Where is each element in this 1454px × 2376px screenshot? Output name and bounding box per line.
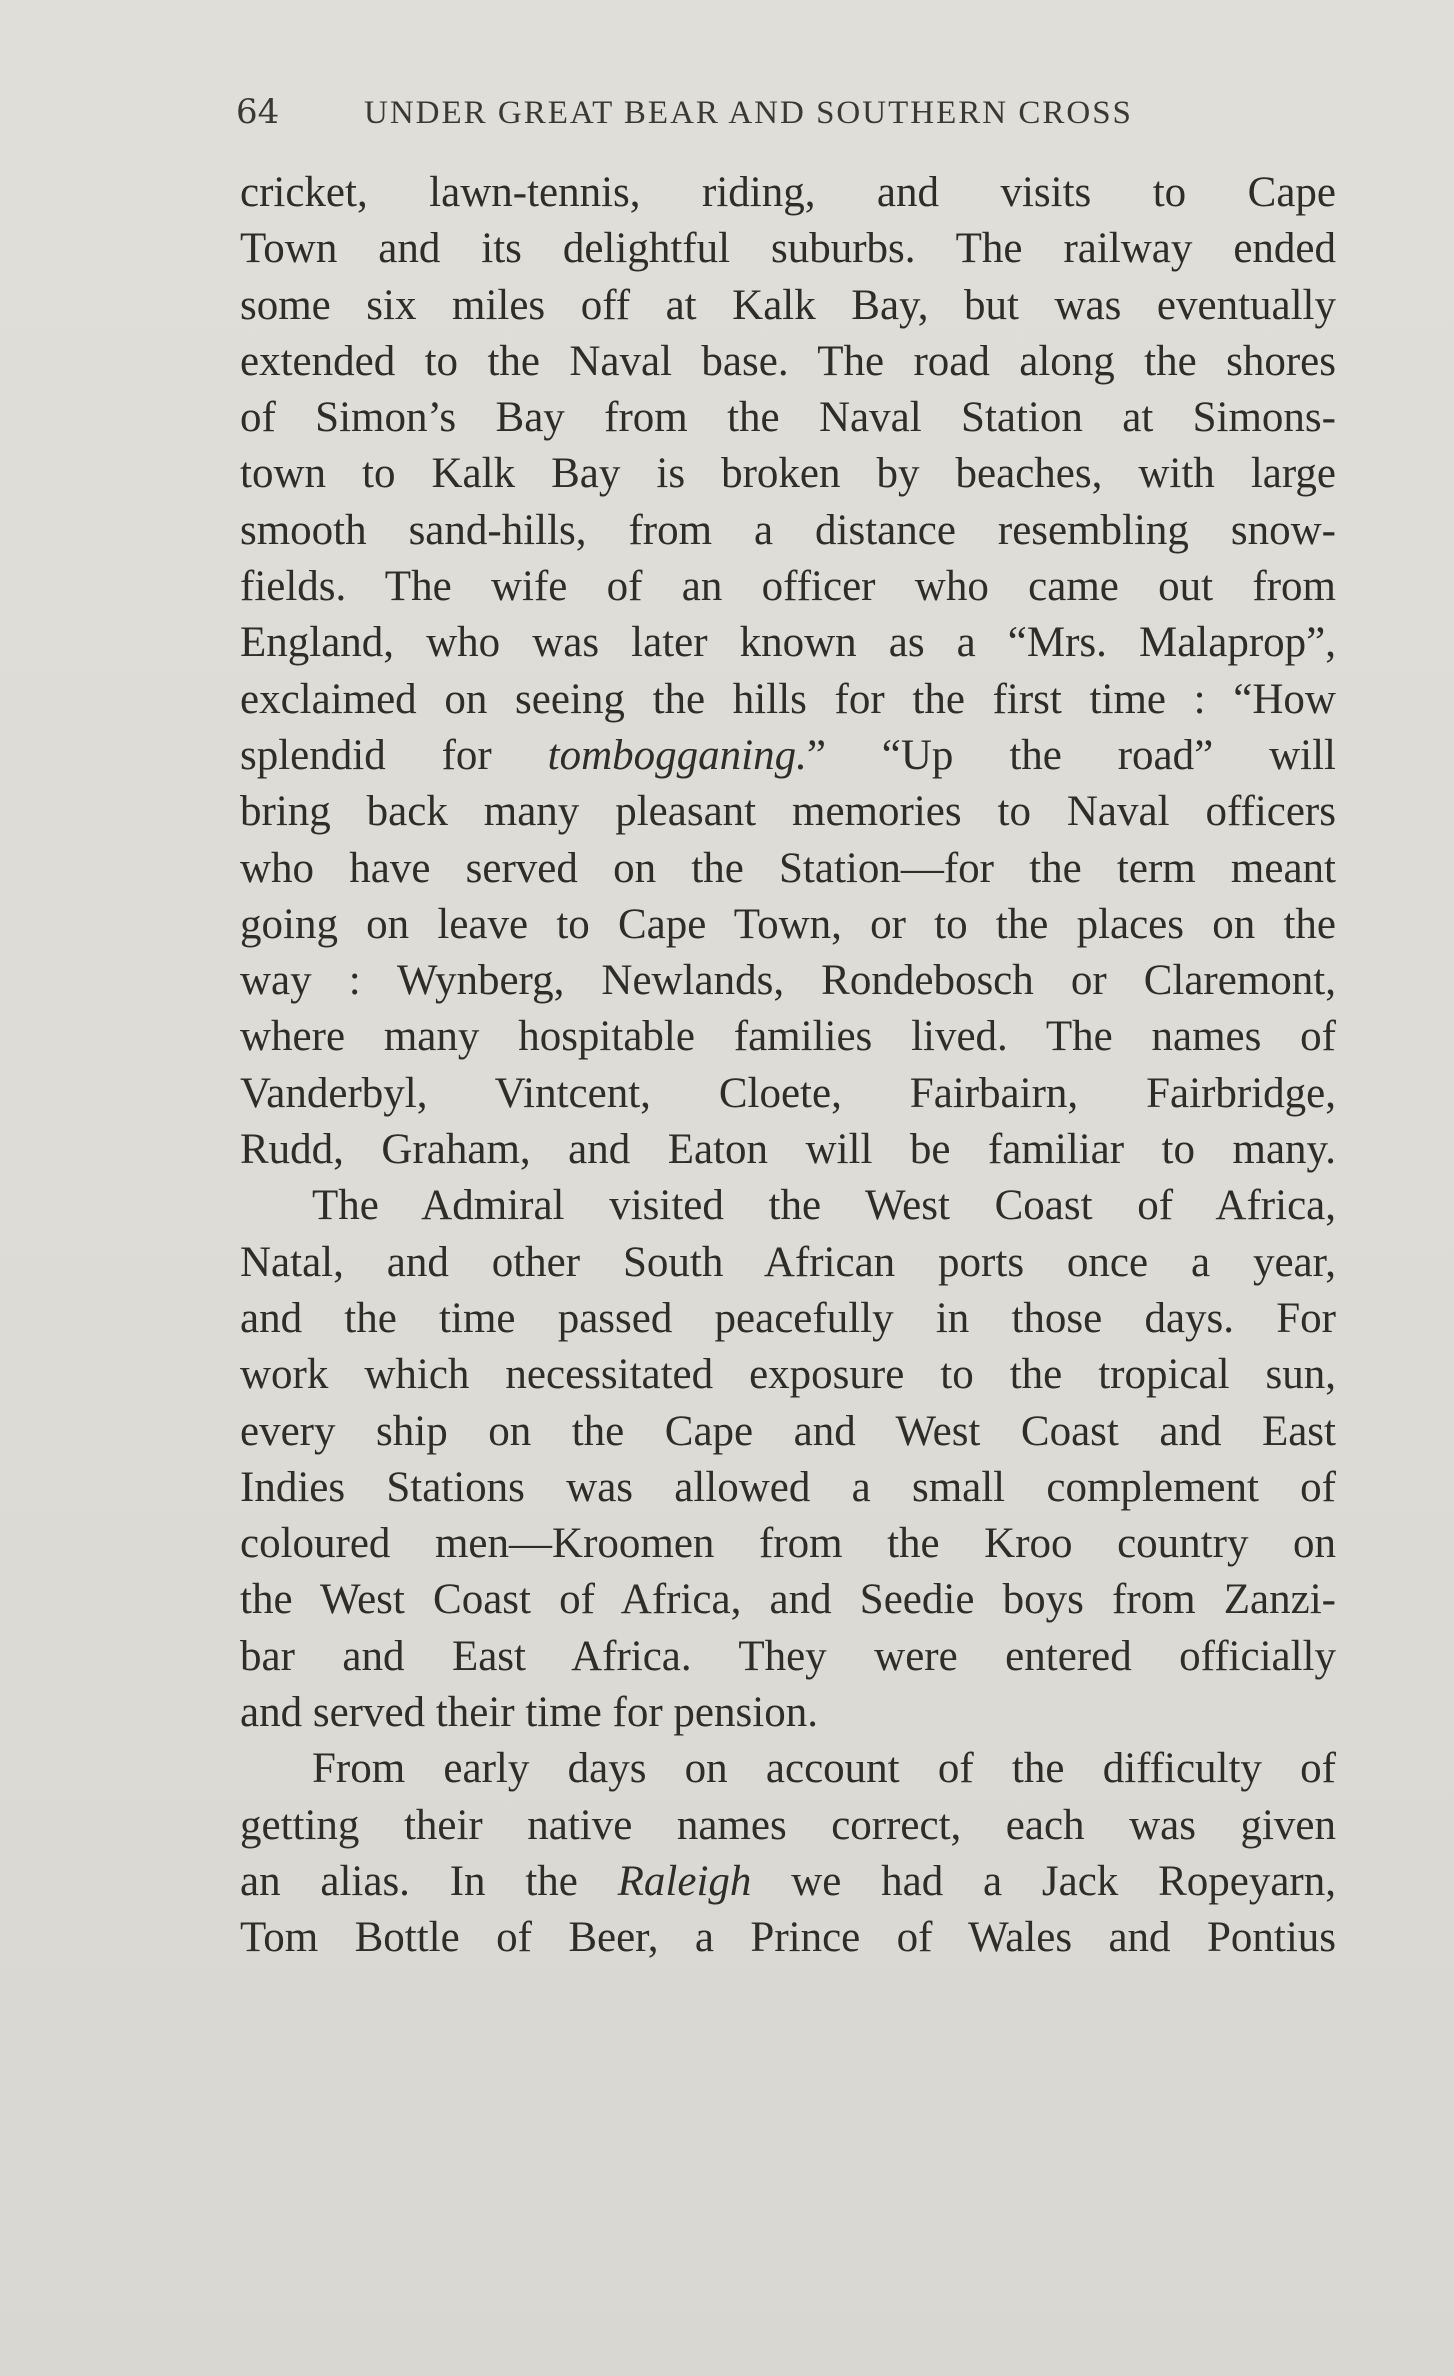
text-line: cricket, lawn-tennis, riding, and visits to Cape — [240, 169, 1336, 216]
italic-ship-name: Raleigh — [617, 1857, 752, 1905]
text-line: town to Kalk Bay is broken by beaches, with large — [240, 450, 1336, 498]
text-segment: we had a Jack Ropeyarn, — [751, 1857, 1336, 1905]
text-line: bar and East Africa. They were entered officially — [240, 1632, 1336, 1680]
text-line: Tom Bottle of Beer, a Prince of Wales and Pontius — [240, 1914, 1336, 1962]
paragraph-3 — [240, 1741, 1336, 1966]
text-line: getting their native names correct, each was given — [240, 1801, 1336, 1849]
text-line: every ship on the Cape and West Coast and East — [240, 1407, 1336, 1455]
text-line: Town and its delightful suburbs. The railway ended — [240, 225, 1336, 273]
text-segment: splendid for — [240, 731, 548, 779]
text-line: and served their time for pension. — [240, 1689, 818, 1737]
text-line: way : Wynberg, Newlands, Rondebosch or Claremont, — [240, 957, 1336, 1005]
text-line: exclaimed on seeing the hills for the first time : “How — [240, 675, 1336, 723]
text-line: where many hospitable families lived. The names of — [240, 1013, 1336, 1061]
text-line: and the time passed peacefully in those days. For — [240, 1294, 1336, 1342]
text-line: Vanderbyl, Vintcent, Cloete, Fairbairn, Fairbridge, — [240, 1069, 1336, 1117]
paragraph-2 — [240, 1178, 1336, 1741]
italic-word: tombogganing. — [547, 731, 807, 779]
text-line: Natal, and other South African ports once a year, — [240, 1238, 1336, 1286]
text-line: bring back many pleasant memories to Naval officers — [240, 788, 1336, 836]
running-head — [236, 92, 1336, 142]
text-line: England, who was later known as a “Mrs. Malaprop”, — [240, 619, 1336, 667]
text-line: extended to the Naval base. The road along the shores — [240, 337, 1336, 385]
text-line: work which necessitated exposure to the tropical sun, — [240, 1351, 1336, 1399]
page-number: 64 — [236, 92, 280, 132]
text-line: the West Coast of Africa, and Seedie boys from Zanzi- — [240, 1576, 1336, 1624]
body-text — [240, 165, 1336, 1967]
text-segment: ” “Up the road” will — [806, 731, 1336, 779]
text-line: of Simon’s Bay from the Naval Station at Simons- — [240, 394, 1336, 442]
text-line: smooth sand-hills, from a distance resembling snow- — [240, 506, 1336, 554]
running-title: UNDER GREAT BEAR AND SOUTHERN CROSS — [364, 95, 1133, 131]
paragraph-1 — [240, 165, 1336, 1178]
text-line: From early days on account of the difficulty of — [312, 1745, 1336, 1793]
text-line: Rudd, Graham, and Eaton will be familiar to many. — [240, 1126, 1336, 1174]
text-line — [240, 728, 1336, 784]
text-line: fields. The wife of an officer who came out from — [240, 563, 1336, 611]
text-line: Indies Stations was allowed a small complement of — [240, 1463, 1336, 1511]
text-line: who have served on the Station—for the term meant — [240, 844, 1336, 892]
text-line: going on leave to Cape Town, or to the places on the — [240, 900, 1336, 948]
text-line: The Admiral visited the West Coast of Africa, — [312, 1182, 1336, 1230]
text-segment: an alias. In the — [240, 1857, 618, 1905]
text-line: some six miles off at Kalk Bay, but was eventually — [240, 281, 1336, 329]
text-line — [240, 1854, 1336, 1910]
text-line: coloured men—Kroomen from the Kroo country on — [240, 1520, 1336, 1568]
